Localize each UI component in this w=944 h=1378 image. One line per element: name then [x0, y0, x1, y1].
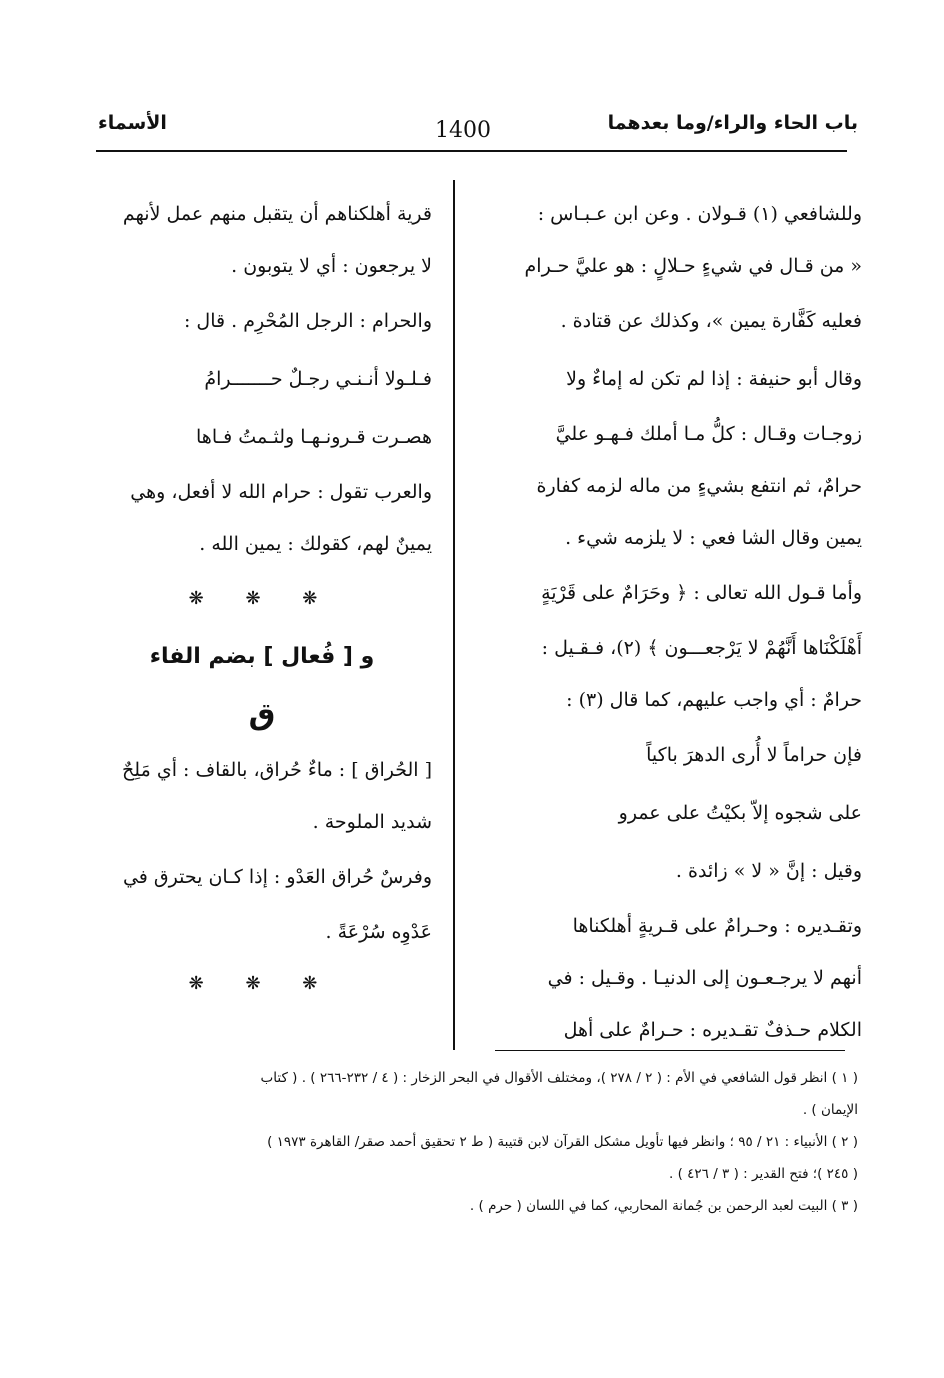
- text-line: فعليه كَفَّارة يمين »، وكذلك عن قتادة .: [560, 310, 862, 332]
- section-separator: ❋ ❋ ❋: [188, 588, 336, 609]
- text-line: قرية أهلكناهم أن يتقبل منهم عمل لأنهم: [122, 203, 432, 225]
- text-line: وأما قـول الله تعالى : ﴿ وحَرَامٌ على قَرْيَةٍ: [541, 582, 862, 604]
- text-line: زوجـات وقـال : كلُّ مـا أملك فـهـو عليَّ: [555, 423, 862, 445]
- left-column: [92, 188, 432, 1010]
- text-line: وقال أبو حنيفة : إذا لم تكن له إماءٌ ولا: [566, 368, 862, 390]
- text-line: أنهم لا يرجـعـون إلى الدنيـا . وقـيل : في: [547, 967, 862, 989]
- text-line: وقيل : إنَّ « لا » زائدة .: [675, 860, 862, 882]
- section-title: الأسماء: [98, 112, 167, 134]
- footnote-text: ( ٢ ) الأنبياء : ٢١ / ٩٥ ؛ وانظر فيها تأويل مشكل القرآن لابن قتيبة ( ط ٢ تحقيق أحمد صقر/ القاهرة ١٩٧٣ ): [267, 1134, 858, 1150]
- verse-line: فـلـولا أنـنـي رجـلٌ حـــــــرامُ: [204, 368, 432, 390]
- verse-line: فإن حراماً لا أُرى الدهرَ باكياً: [646, 744, 862, 766]
- text-line: يمينٌ لهم، كقولك : يمين الله .: [199, 533, 432, 555]
- footnote-2: [98, 1126, 858, 1190]
- column-divider: [453, 180, 455, 1050]
- footnote-1: [98, 1062, 858, 1126]
- chapter-title: باب الحاء والراء/وما بعدهما: [607, 112, 858, 134]
- text-line: أَهْلَكْنَاها أَنَّهُمْ لا يَرْجعـــون ﴾ (٢)، فـقـيل :: [541, 637, 862, 659]
- text-line: وفرسٌ حُراق العَدْو : إذا كـان يحترق في: [122, 866, 432, 888]
- text-line: شديد الملوحة .: [312, 811, 432, 833]
- text-line: عَدْوِه سُرْعَةً .: [325, 921, 432, 943]
- verse-line: على شجوه إلاّ بكيْتُ على عمرو: [618, 802, 862, 824]
- footnote-text: ( ٢٤٥ )؛ فتح القدير : ( ٣ / ٤٢٦ ) .: [669, 1166, 858, 1182]
- page-number: 1400: [435, 118, 491, 143]
- text-line: [ الحُراق ] : ماءٌ حُراق، بالقاف : أي مَلِحٌ: [122, 759, 432, 781]
- footnote-rule: [495, 1050, 845, 1051]
- header-rule: [96, 150, 847, 152]
- text-line: الكلام حـذفٌ تقـديره : حـرامٌ على أهل: [563, 1019, 862, 1041]
- verse-line: هصـرت قـرونـهـا ولثـمتُ فـاها: [196, 426, 432, 448]
- text-line: لا يرجعون : أي لا يتوبون .: [231, 255, 432, 277]
- text-line: والحرام : الرجل المُحْرِم . قال :: [183, 310, 432, 332]
- right-column: [507, 188, 862, 1056]
- footnotes: [98, 1062, 858, 1222]
- text-line: وللشافعي (١) قـولان . وعن ابن عـبـاس :: [537, 203, 862, 225]
- footnote-text: ( ٣ ) البيت لعبد الرحمن بن جُمانة المحاربي، كما في اللسان ( حرم ) .: [469, 1198, 858, 1214]
- text-line: والعرب تقول : حرام الله لا أفعل، وهي: [130, 481, 432, 503]
- section-heading: و [ فُعال ] بضم الفاء: [149, 644, 375, 669]
- section-separator: ❋ ❋ ❋: [188, 973, 336, 994]
- footnote-text: الإيمان ) .: [802, 1102, 858, 1118]
- footnote-3: [98, 1190, 858, 1222]
- text-line: وتقـديره : وحـرامٌ على قـريةٍ أهلكناها: [572, 915, 862, 937]
- text-line: « من قـال في شيءٍ حـلالٍ : هو عليَّ حـرام: [524, 255, 862, 277]
- letter-heading: ق: [248, 697, 276, 732]
- footnote-text: ( ١ ) انظر قول الشافعي في الأم : ( ٢ / ٢٧٨ )، ومختلف الأقوال في البحر الزخار : ( ٤ / ٢٣٢-٢٦٦ ) . ( كتاب: [260, 1070, 858, 1086]
- text-line: حرامٌ : أي واجب عليهم، كما قال (٣) :: [566, 689, 862, 711]
- text-line: حرامٌ، ثم انتفع بشيءٍ من ماله لزمه كفارة: [536, 475, 862, 497]
- text-line: يمين وقال الشا فعي : لا يلزمه شيء .: [565, 527, 862, 549]
